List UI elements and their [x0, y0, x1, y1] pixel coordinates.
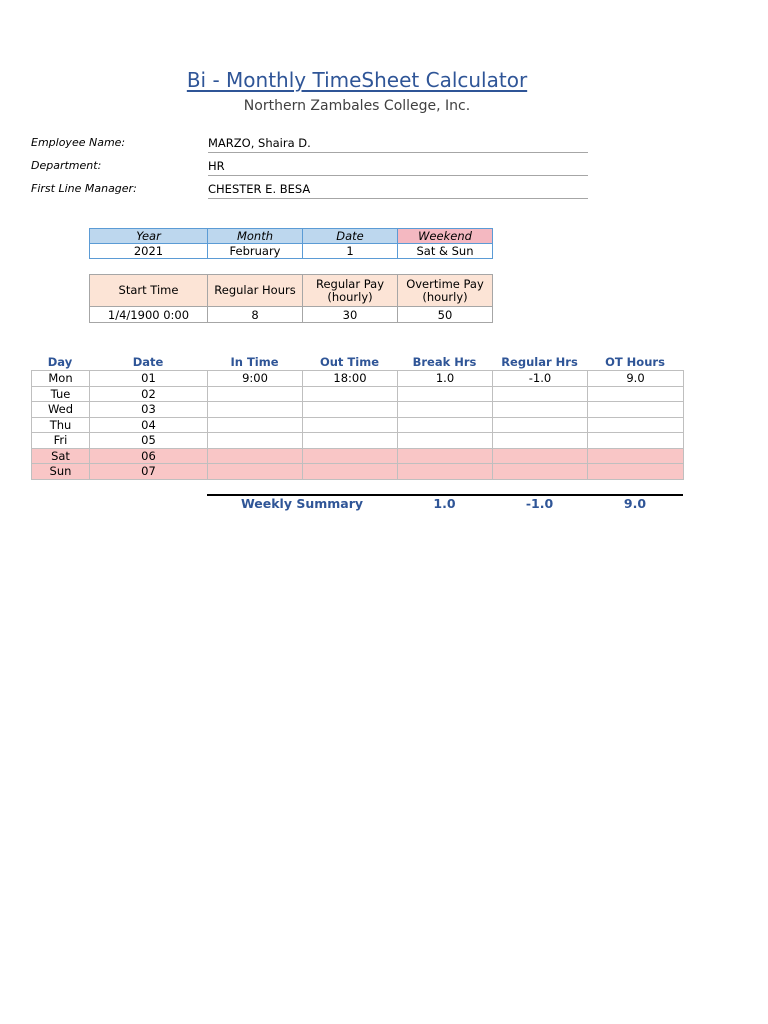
date-column-header: Date [132, 355, 164, 369]
table-row [32, 371, 684, 387]
weekly-summary-label: Weekly Summary [240, 496, 364, 511]
regular-hours-cell[interactable]: 8 [208, 307, 303, 323]
table-row [32, 448, 684, 464]
table-row [32, 417, 684, 433]
regular-hrs-cell[interactable] [493, 386, 588, 402]
weekend-header: Weekend [398, 229, 493, 244]
out-time-cell[interactable] [303, 433, 398, 449]
break-hrs-cell[interactable] [398, 417, 493, 433]
day-cell: Sun [32, 464, 90, 480]
ot-hours-cell[interactable] [588, 464, 684, 480]
pay-table [89, 274, 493, 323]
date-cell: 05 [90, 433, 208, 449]
in-time-cell[interactable] [208, 417, 303, 433]
summary-regular-hrs: -1.0 [525, 496, 554, 511]
out-time-cell[interactable] [303, 402, 398, 418]
date-cell: 03 [90, 402, 208, 418]
ot-hours-cell[interactable]: 9.0 [588, 371, 684, 387]
page-subtitle: Northern Zambales College, Inc. [243, 98, 471, 114]
regular-hrs-cell[interactable] [493, 464, 588, 480]
department-label: Department: [31, 159, 102, 172]
out-time-cell[interactable]: 18:00 [303, 371, 398, 387]
manager-field[interactable]: CHESTER E. BESA [208, 182, 588, 199]
manager-label: First Line Manager: [31, 182, 137, 195]
year-header: Year [90, 229, 208, 244]
break-hrs-cell[interactable] [398, 433, 493, 449]
employee-name-label: Employee Name: [31, 136, 126, 149]
table-row [32, 464, 684, 480]
summary-break-hrs: 1.0 [433, 496, 456, 511]
pay-value-row [90, 307, 493, 323]
date-cell: 02 [90, 386, 208, 402]
date-cell: 01 [90, 371, 208, 387]
regular-hrs-cell[interactable] [493, 448, 588, 464]
department-field[interactable]: HR [208, 159, 588, 176]
date-cell: 07 [90, 464, 208, 480]
regular-hrs-cell[interactable]: -1.0 [493, 371, 588, 387]
day-cell: Tue [32, 386, 90, 402]
break-hrs-cell[interactable]: 1.0 [398, 371, 493, 387]
day-cell: Fri [32, 433, 90, 449]
day-cell: Thu [32, 417, 90, 433]
out-time-cell[interactable] [303, 386, 398, 402]
table-row [32, 402, 684, 418]
day-cell: Mon [32, 371, 90, 387]
day-cell: Sat [32, 448, 90, 464]
ot-hours-cell[interactable] [588, 386, 684, 402]
month-cell[interactable]: February [208, 244, 303, 259]
in-time-cell[interactable] [208, 402, 303, 418]
in-time-column-header: In Time [230, 355, 279, 369]
overtime-pay-cell[interactable]: 50 [398, 307, 493, 323]
ot-hours-cell[interactable] [588, 448, 684, 464]
date-header: Date [303, 229, 398, 244]
start-time-header: Start Time [90, 275, 208, 307]
break-hrs-column-header: Break Hrs [412, 355, 477, 369]
date-cell: 06 [90, 448, 208, 464]
in-time-cell[interactable] [208, 386, 303, 402]
summary-ot-hours: 9.0 [623, 496, 647, 511]
out-time-cell[interactable] [303, 417, 398, 433]
period-header-row [90, 229, 493, 244]
timesheet-table [31, 370, 684, 480]
regular-hrs-cell[interactable] [493, 433, 588, 449]
page-title: Bi - Monthly TimeSheet Calculator [186, 68, 528, 92]
out-time-cell[interactable] [303, 464, 398, 480]
regular-pay-cell[interactable]: 30 [303, 307, 398, 323]
regular-hrs-cell[interactable] [493, 402, 588, 418]
regular-hrs-column-header: Regular Hrs [501, 355, 578, 369]
break-hrs-cell[interactable] [398, 464, 493, 480]
in-time-cell[interactable] [208, 448, 303, 464]
pay-header-row [90, 275, 493, 307]
period-value-row [90, 244, 493, 259]
date-cell: 04 [90, 417, 208, 433]
ot-hours-cell[interactable] [588, 433, 684, 449]
regular-hours-header: Regular Hours [208, 275, 303, 307]
date-cell[interactable]: 1 [303, 244, 398, 259]
out-time-column-header: Out Time [319, 355, 380, 369]
regular-pay-header: Regular Pay (hourly) [303, 275, 398, 307]
year-cell[interactable]: 2021 [90, 244, 208, 259]
ot-hours-column-header: OT Hours [605, 355, 665, 369]
break-hrs-cell[interactable] [398, 448, 493, 464]
regular-hrs-cell[interactable] [493, 417, 588, 433]
in-time-cell[interactable] [208, 433, 303, 449]
table-row [32, 433, 684, 449]
weekend-cell[interactable]: Sat & Sun [398, 244, 493, 259]
in-time-cell[interactable]: 9:00 [208, 371, 303, 387]
start-time-cell[interactable]: 1/4/1900 0:00 [90, 307, 208, 323]
month-header: Month [208, 229, 303, 244]
ot-hours-cell[interactable] [588, 402, 684, 418]
day-cell: Wed [32, 402, 90, 418]
period-table [89, 228, 493, 259]
employee-name-field[interactable]: MARZO, Shaira D. [208, 136, 588, 153]
overtime-pay-header: Overtime Pay (hourly) [398, 275, 493, 307]
table-row [32, 386, 684, 402]
break-hrs-cell[interactable] [398, 402, 493, 418]
out-time-cell[interactable] [303, 448, 398, 464]
break-hrs-cell[interactable] [398, 386, 493, 402]
ot-hours-cell[interactable] [588, 417, 684, 433]
in-time-cell[interactable] [208, 464, 303, 480]
day-column-header: Day [47, 355, 73, 369]
